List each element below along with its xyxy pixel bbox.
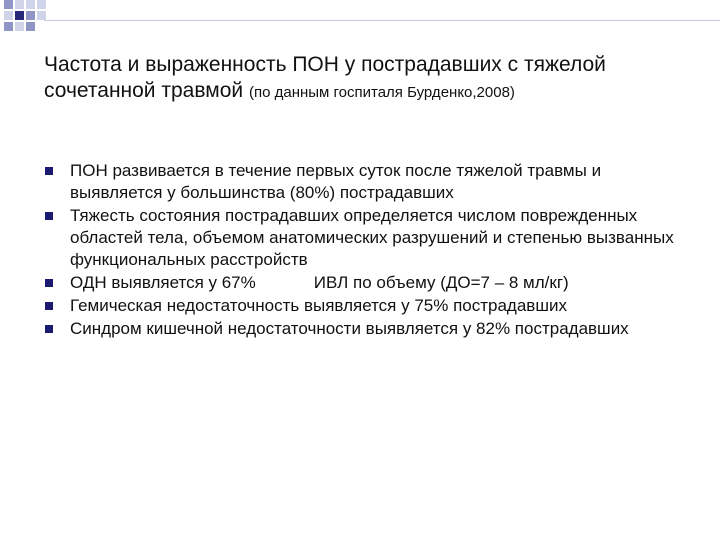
list-item [44,272,684,294]
bullet-text: ПОН развивается в течение первых суток после тяжелой травмы и выявляется у большинства (80%) пострадавших [70,161,602,202]
square-bullet-icon [45,212,53,220]
title-source: (по данным госпиталя Бурденко,2008) [248,84,515,101]
bullet-text: Синдром кишечной недостаточности выявляется у 82% пострадавших [70,319,629,338]
square-bullet-icon [45,167,53,175]
deco-square [4,11,13,20]
square-bullet-icon [45,302,53,310]
deco-square [4,22,13,31]
bullet-text-ivl: ИВЛ по объему (ДО=7 – 8 мл/кг) [313,273,569,292]
corner-decoration [0,0,720,40]
bullet-text: Гемическая недостаточность выявляется у 75% пострадавших [70,296,567,315]
title-main: Частота и выраженность ПОН у пострадавших с тяжелой сочетанной травмой [44,53,606,102]
deco-square [26,22,35,31]
slide-title [44,52,684,106]
deco-square [4,0,13,9]
list-item [44,295,684,317]
deco-square [37,0,46,9]
deco-square [26,0,35,9]
square-bullet-icon [45,279,53,287]
list-item [44,205,684,271]
bullet-text-odn: ОДН выявляется у 67% [70,273,256,292]
bullet-list [44,160,684,341]
list-item [44,318,684,340]
deco-square [26,11,35,20]
header-rule [44,20,720,21]
deco-square [37,11,46,20]
deco-square [15,22,24,31]
list-item [44,160,684,204]
deco-square [15,11,24,20]
bullet-text: Тяжесть состояния пострадавших определяется числом поврежденных областей тела, объемом анатомических разрушений и степенью вызванных функциональных расстройств [70,206,674,269]
square-bullet-icon [45,325,53,333]
deco-square [15,0,24,9]
